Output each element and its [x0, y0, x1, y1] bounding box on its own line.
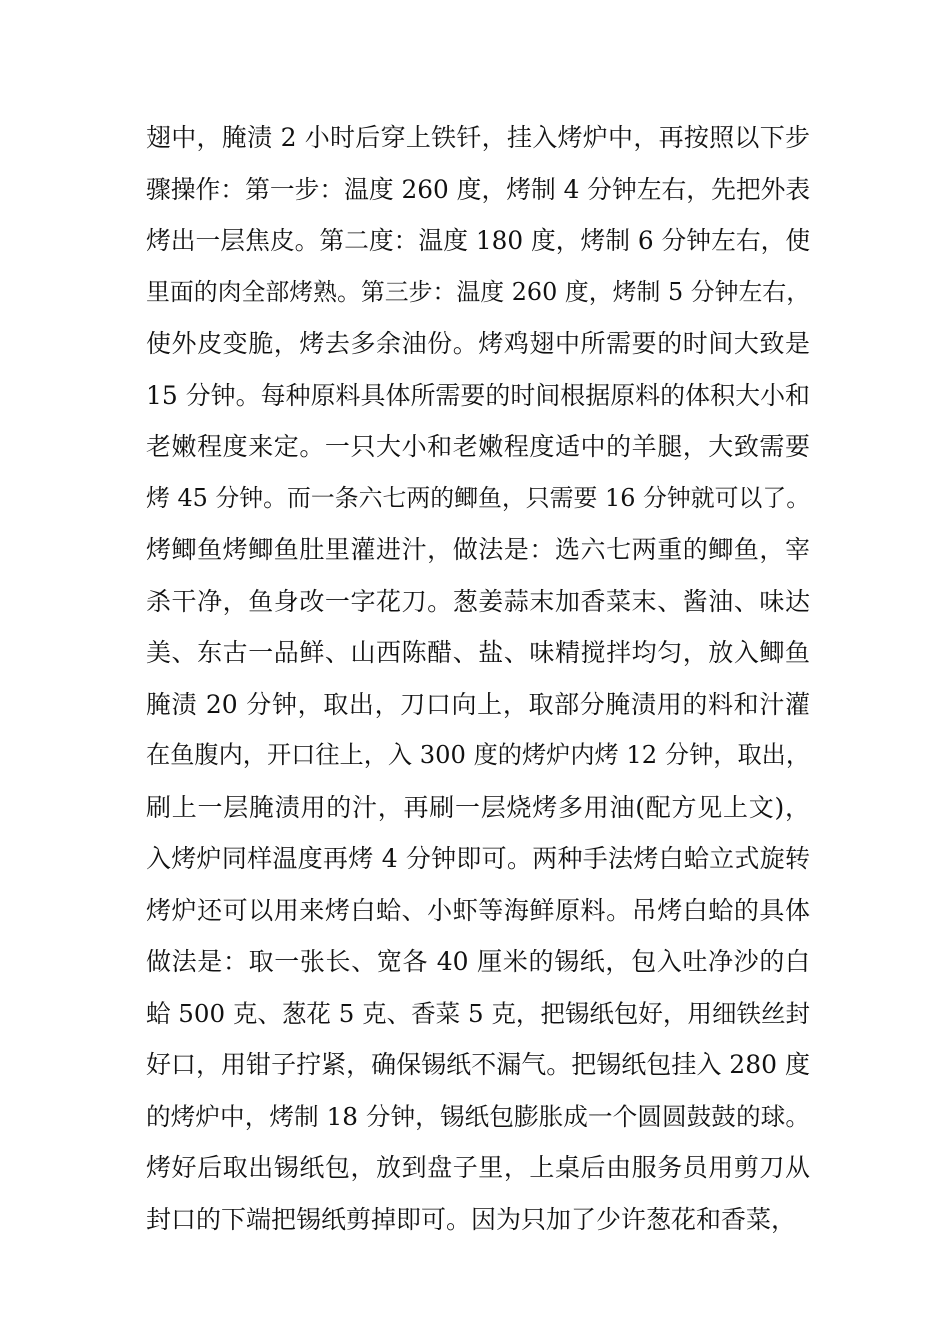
text-line: 烤鲫鱼烤鲫鱼肚里灌进汁，做法是：选六七两重的鲫鱼，宰 [146, 535, 810, 564]
text-line: 封口的下端把锡纸剪掉即可。因为只加了少许葱花和香菜， [146, 1204, 797, 1234]
text-line: 翅中，腌渍 2 小时后穿上铁钎，挂入烤炉中，再按照以下步 [146, 123, 810, 152]
text-line: 骤操作：第一步：温度 260 度，烤制 4 分钟左右，先把外表 [146, 174, 811, 204]
text-line: 使外皮变脆，烤去多余油份。烤鸡翅中所需要的时间大致是 [146, 329, 810, 358]
text-line: 好口，用钳子拧紧，确保锡纸不漏气。把锡纸包挂入 280 度 [146, 1050, 810, 1079]
text-line: 老嫩程度来定。一只大小和老嫩程度适中的羊腿，大致需要 [146, 432, 810, 461]
text-line: 蛤 500 克、葱花 5 克、香菜 5 克，把锡纸包好，用细铁丝封 [146, 998, 810, 1028]
text-line: 腌渍 20 分钟，取出，刀口向上，取部分腌渍用的料和汁灌 [146, 689, 810, 719]
text-line: 的烤炉中，烤制 18 分钟，锡纸包膨胀成一个圆圆鼓鼓的球。 [146, 1101, 810, 1131]
text-line: 烤出一层焦皮。第二度：温度 180 度，烤制 6 分钟左右，使 [146, 226, 811, 255]
text-line: 美、东古一品鲜、山西陈醋、盐、味精搅拌均匀，放入鲫鱼 [146, 638, 810, 667]
text-line: 在鱼腹内，开口往上，入 300 度的烤炉内烤 12 分钟，取出， [146, 741, 811, 769]
text-line: 15 分钟。每种原料具体所需要的时间根据原料的体积大小和 [146, 380, 810, 410]
text-line: 做法是：取一张长、宽各 40 厘米的锡纸，包入吐净沙的白 [146, 947, 810, 976]
text-line: 烤 45 分钟。而一条六七两的鲫鱼，只需要 16 分钟就可以了。 [146, 483, 811, 512]
text-line: 烤炉还可以用来烤白蛤、小虾等海鲜原料。吊烤白蛤的具体 [146, 895, 810, 925]
body-text [146, 112, 810, 1245]
text-line: 入烤炉同样温度再烤 4 分钟即可。两种手法烤白蛤立式旋转 [146, 844, 810, 873]
text-line: 里面的肉全部烤熟。第三步：温度 260 度，烤制 5 分钟左右， [146, 277, 811, 306]
text-line: 烤好后取出锡纸包，放到盘子里，上桌后由服务员用剪刀从 [146, 1153, 810, 1182]
text-line: 杀干净，鱼身改一字花刀。葱姜蒜末加香菜末、酱油、味达 [146, 586, 810, 616]
text-line: 刷上一层腌渍用的汁，再刷一层烧烤多用油(配方见上文)， [146, 792, 810, 822]
